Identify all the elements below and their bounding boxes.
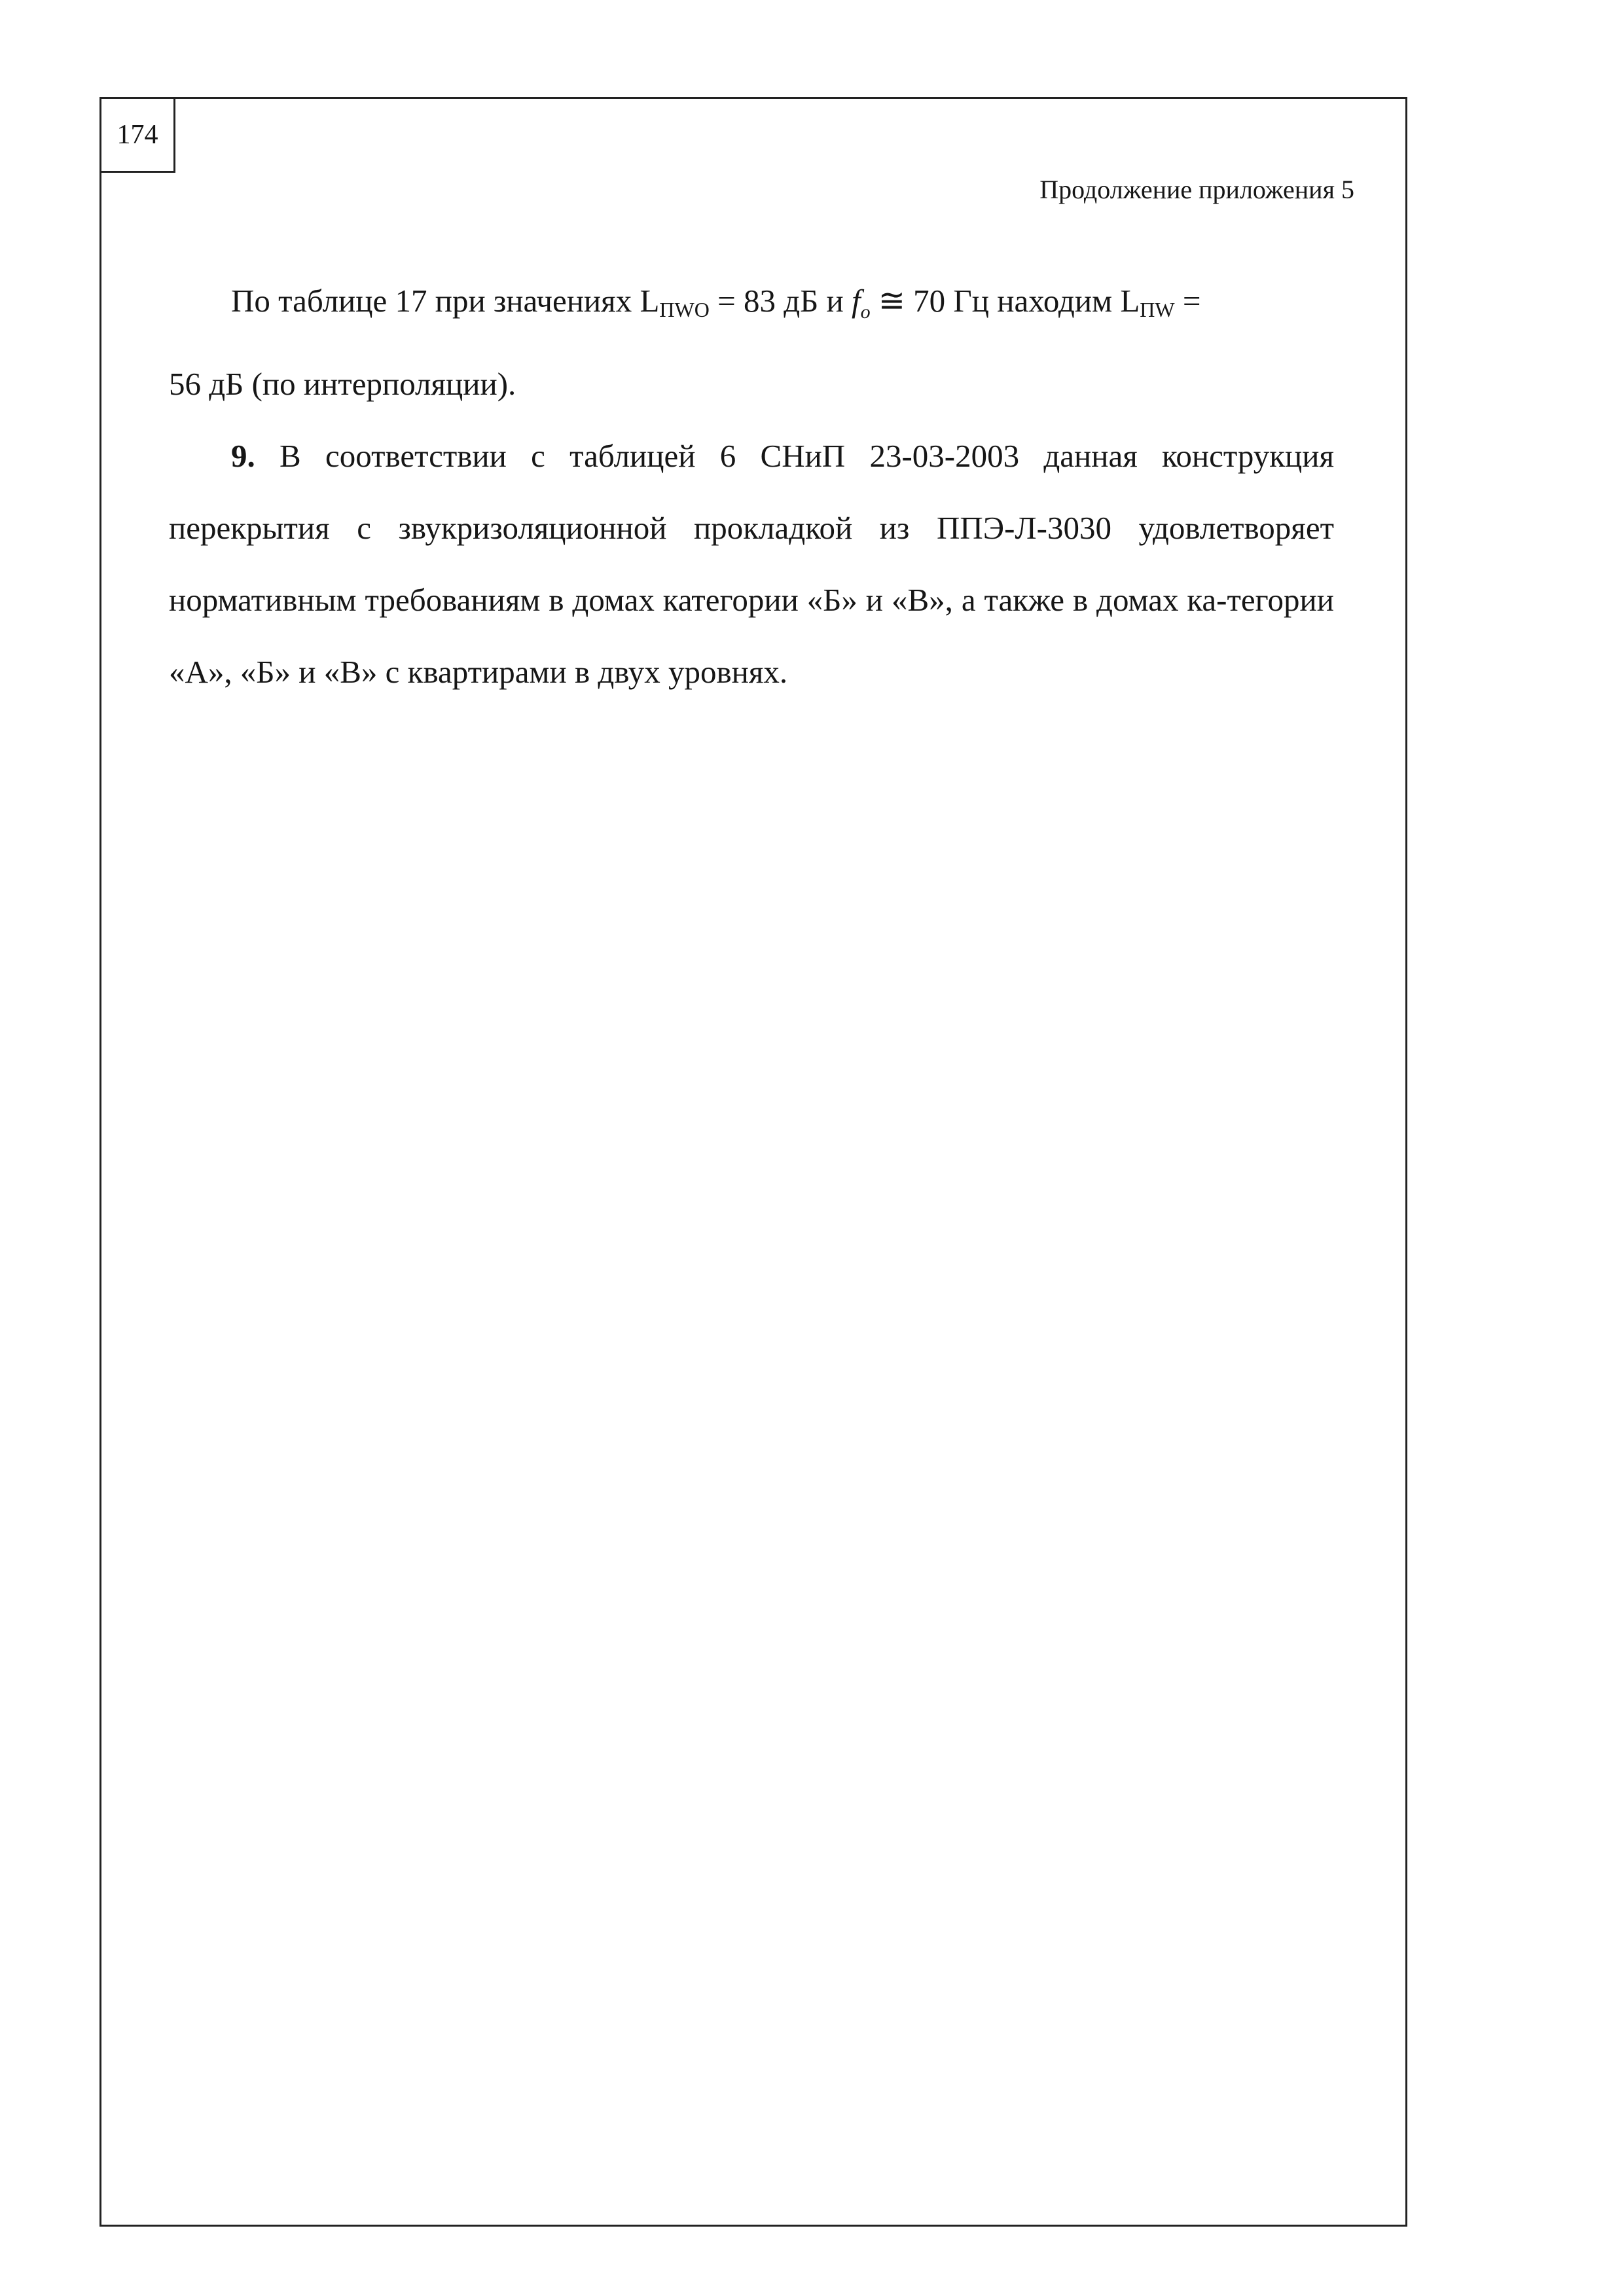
paragraph-1-part-4: = [1174, 283, 1201, 319]
paragraph-2 [169, 420, 1334, 708]
running-header: Продолжение приложения 5 [1039, 175, 1354, 204]
page-number [99, 97, 175, 173]
symbol-L-1: L [640, 283, 660, 319]
body-text [169, 265, 1334, 708]
paragraph-1-part-3: ≅ 70 Гц находим [870, 283, 1121, 319]
subscript-1: ПWO [659, 298, 710, 321]
symbol-f: f [852, 283, 861, 319]
paragraph-1-part-2: = 83 дБ и [709, 283, 852, 319]
symbol-L-2: L [1120, 283, 1140, 319]
subscript-f: o [860, 301, 871, 323]
subscript-2: ПW [1140, 298, 1175, 321]
paragraph-2-number: 9. [231, 438, 255, 474]
paragraph-1-part-1: По таблице 17 при значениях [231, 283, 640, 319]
paragraph-1 [169, 265, 1334, 348]
paragraph-2-text: В соответствии с таблицей 6 СНиП 23-03-2003 данная конструкция перекрытия с звукризоляционной прокладкой из ППЭ-Л-3030 удовлетворяет нормативным требованиям в домах категории «Б» и «В», а также в домах ка-тегории «А», «Б» и «В» с квартирами в двух уровнях. [169, 438, 1334, 690]
paragraph-1-line-2: 56 дБ (по интерполяции). [169, 366, 516, 402]
page-number-text: 174 [117, 120, 158, 150]
